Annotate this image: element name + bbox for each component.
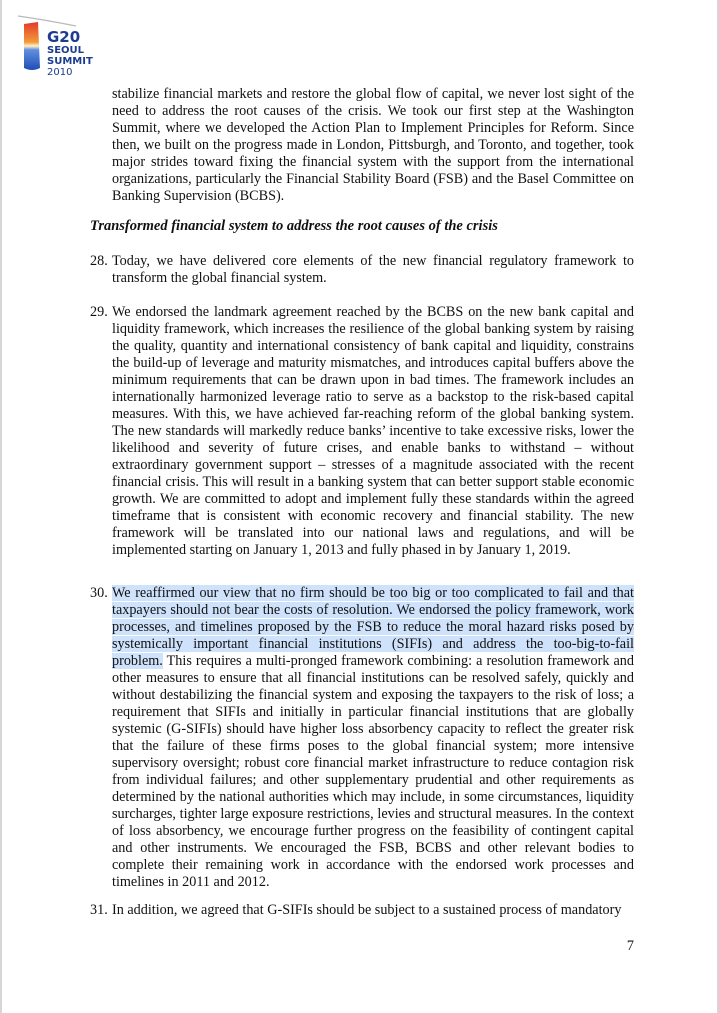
selected-text-highlight[interactable]: We reaffirmed our view that no firm should be too big or too complicated to fail and that taxpayers should not bear the costs of resolution. We endorsed the policy framework, work processes, and timelines proposed by the FSB to reduce the moral hazard risks posed by systemically important financial institutions (SIFIs) and address the too-big-to-fail problem. xyxy=(112,585,634,669)
paragraph-number: 28. xyxy=(90,253,108,269)
page-number: 7 xyxy=(626,938,634,954)
paragraph-30[interactable] xyxy=(112,585,634,891)
paragraph-30-body: This requires a multi-pronged framework combining: a resolution framework and other measures to ensure that all financial institutions can be resolved safely, quickly and without destabilizing the financial system and exposing the taxpayers to the risk of loss; a requirement that SIFIs and initially in particular financial institutions that are globally systemic (G-SIFIs) should have higher loss absorbency capacity to reflect the greater risk that the failure of these firms poses to the global financial system; more intensive supervisory oversight; robust core financial market infrastructure to reduce contagion risk from individual failures; and other supplementary prudential and other requirements as determined by the national authorities which may include, in some circumstances, liquidity surcharges, tighter large exposure restrictions, levies and structural measures. In the context of loss absorbency, we encourage further progress on the feasibility of contingent capital and other instruments. We encouraged the FSB, BCBS and other relevant bodies to complete their remaining work in accordance with the endorsed work processes and timelines in 2011 and 2012. xyxy=(112,653,634,890)
logo-g20: G20 xyxy=(47,28,81,46)
paragraph-29: We endorsed the landmark agreement reached by the BCBS on the new bank capital and liquidity framework, which increases the resilience of the global banking system by raising the quality, quantity and international consistency of bank capital and liquidity, constrains the build-up of leverage and maturity mismatches, and introduces capital buffers above the minimum requirements that can be drawn upon in bad times. The framework includes an internationally harmonized leverage ratio to serve as a backstop to the risk-based capital measures. With this, we have achieved far-reaching reform of the global banking system. The new standards will markedly reduce banks’ incentive to take excessive risks, lower the likelihood and severity of future crises, and enable banks to withstand – without extraordinary government support – stresses of a magnitude associated with the recent financial crisis. This will result in a banking system that can better support stable economic growth. We are committed to adopt and implement fully these standards within the agreed timeframe that is consistent with economic recovery and financial stability. The new framework will be translated into our national laws and regulations, and will be implemented starting on January 1, 2013 and fully phased in by January 1, 2019. xyxy=(112,304,634,558)
intro-paragraph: stabilize financial markets and restore the global flow of capital, we never lost sight of the need to address the root causes of the crisis. We took our first step at the Washington Summit, where we developed the Action Plan to Implement Principles for Reform. Since then, we built on the progress made in London, Pittsburgh, and Toronto, and together, took major strides toward fixing the financial system with the support from the international organizations, particularly the Financial Stability Board (FSB) and the Basel Committee on Banking Supervision (BCBS). xyxy=(112,86,634,204)
paragraph-28: Today, we have delivered core elements of the new financial regulatory framework to transform the global financial system. xyxy=(112,253,634,286)
paragraph-number: 31. xyxy=(90,902,108,918)
paragraph-number: 30. xyxy=(90,585,108,601)
logo-seoul: SEOUL xyxy=(47,45,85,56)
paragraph-31: In addition, we agreed that G-SIFIs should be subject to a sustained process of mandatory xyxy=(112,902,622,918)
logo-year: 2010 xyxy=(47,67,73,78)
paragraph-number: 29. xyxy=(90,304,108,320)
section-heading: Transformed financial system to address the root causes of the crisis xyxy=(90,218,498,234)
g20-seoul-summit-logo xyxy=(16,12,93,78)
logo-summit: SUMMIT xyxy=(47,56,93,67)
logo-text xyxy=(47,30,93,78)
